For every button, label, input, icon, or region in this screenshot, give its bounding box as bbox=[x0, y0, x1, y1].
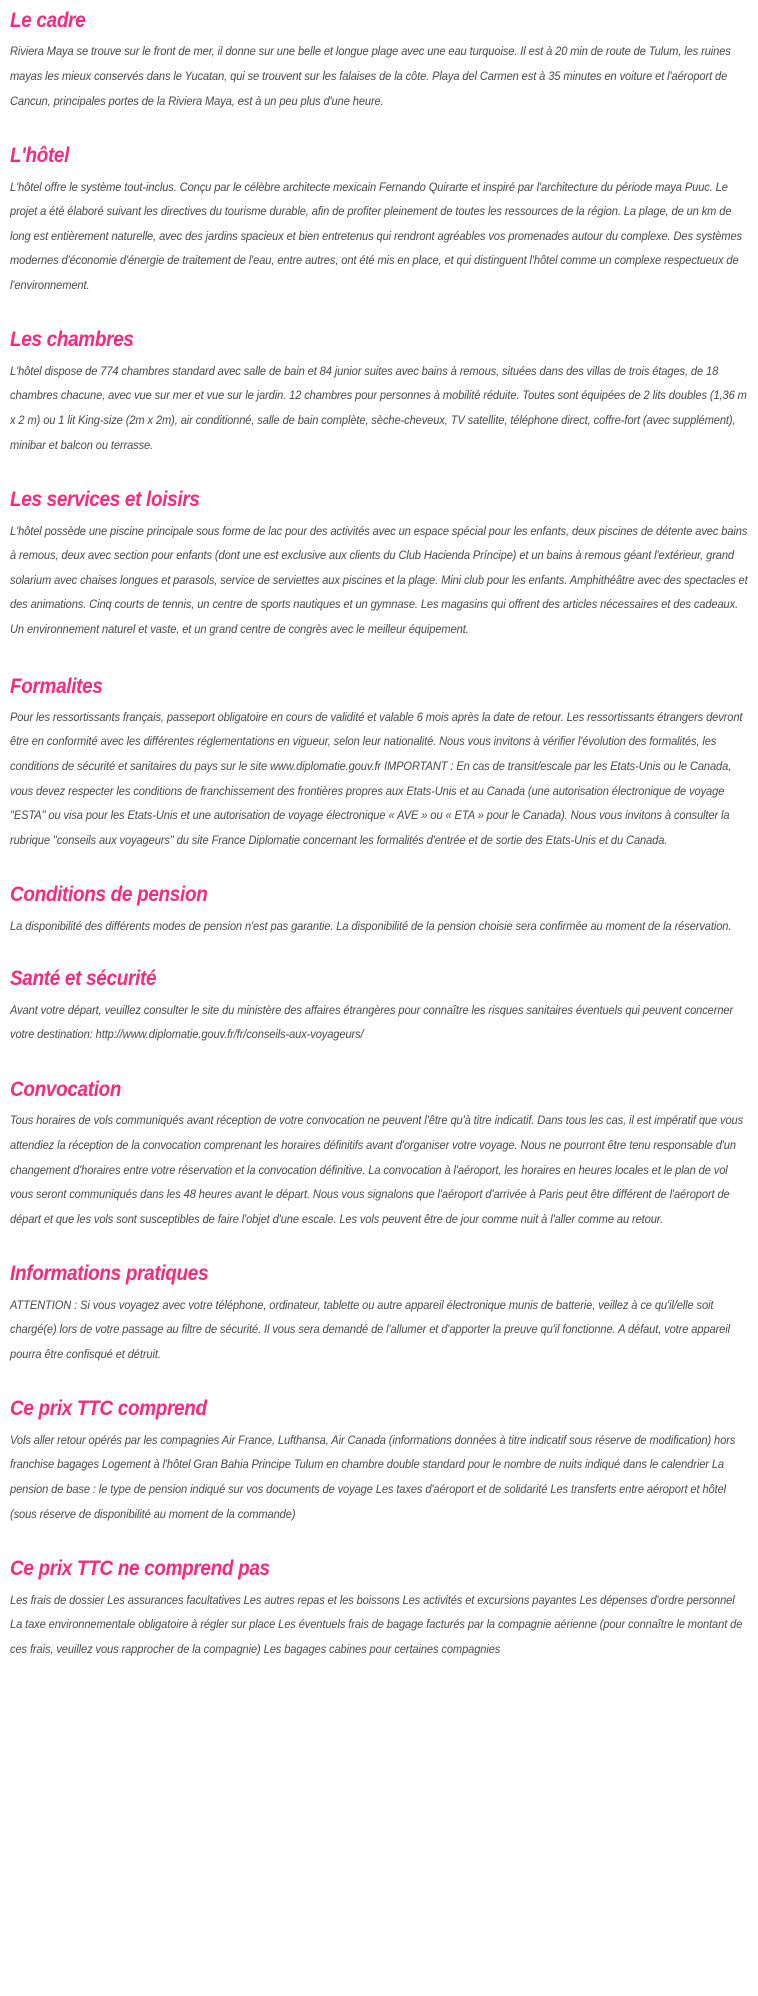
section-informations-pratiques bbox=[10, 1261, 748, 1366]
section-les-services-et-loisirs bbox=[10, 487, 748, 641]
section-conditions-de-pension bbox=[10, 882, 748, 938]
section-body-le-cadre: Riviera Maya se trouve sur le front de mer, il donne sur une belle et longue plage avec une eau turquoise. Il est à 20 min de route de Tulum, les ruines mayas les mieux conservés dans le Yucatan, qui se trouvent sur les falaises de la côte. Playa del Carmen est à 35 minutes en voiture et l'aéroport de Cancun, principales portes de la Riviera Maya, est à un peu plus d'une heure. bbox=[10, 44, 731, 108]
section-heading-informations-pratiques: Informations pratiques bbox=[10, 1261, 209, 1286]
section-body-ce-prix-ttc-ne-comprend-pas: Les frais de dossier Les assurances facultatives Les autres repas et les boissons Les activités et excursions payantes Les dépenses d'ordre personnel La taxe environnementale obligatoire à régler sur place Les éventuels frais de bagage facturés par la compagnie aérienne (pour connaître le montant de ces frais, veuillez vous rapprocher de la compagnie) Les bagages cabines pour certaines compagnies bbox=[10, 1592, 743, 1656]
section-body-sante-et-securite: Avant votre départ, veuillez consulter le site du ministère des affaires étrangères pour connaître les risques sanitaires éventuels qui peuvent concerner votre destination: http://www.diplomatie.gouv.fr/fr/conseils-aux-voyageurs/ bbox=[10, 1002, 734, 1042]
section-formalites bbox=[10, 674, 748, 853]
section-heading-les-services-et-loisirs: Les services et loisirs bbox=[10, 487, 200, 512]
section-body-formalites: Pour les ressortissants français, passeport obligatoire en cours de validité et valable 6 mois après la date de retour. Les ressortissants étrangers devront être en conformité avec les différentes réglementations en vigueur, selon leur nationalité. Nous vous invitons à vérifier l'évolution des formalités, les conditions de sécurité et sanitaires du pays sur le site www.diplomatie.gouv.fr IMPORTANT : En cas de transit/escale par les Etats-Unis ou le Canada, vous devez respecter les conditions de franchissement des frontières propres aux Etats-Unis et au Canada (une autorisation électronique de voyage "ESTA" ou visa pour les Etats-Unis et une autorisation de voyage électronique « AVE » ou « ETA » pour le Canada). Nous vous invitons à consulter la rubrique "conseils aux voyageurs" du site France Diplomatie concernant les formalités d'entrée et de sortie des Etats-Unis et du Canada. bbox=[10, 709, 743, 847]
section-body-informations-pratiques: ATTENTION : Si vous voyagez avec votre téléphone, ordinateur, tablette ou autre appareil électronique munis de batterie, veillez à ce qu'il/elle soit chargé(e) lors de votre passage au filtre de sécurité. Il vous sera demandé de l'allumer et d'apporter la preuve qu'il fonctionne. A défaut, votre appareil pourra être confisqué et détruit. bbox=[10, 1297, 730, 1361]
section-sante-et-securite bbox=[10, 966, 748, 1047]
section-ce-prix-ttc-ne-comprend-pas bbox=[10, 1556, 748, 1661]
section-le-cadre bbox=[10, 8, 748, 113]
section-heading-conditions-de-pension: Conditions de pension bbox=[10, 882, 208, 907]
section-heading-formalites: Formalites bbox=[10, 673, 103, 698]
section-heading-ce-prix-ttc-comprend: Ce prix TTC comprend bbox=[10, 1396, 207, 1421]
section-l-hotel bbox=[10, 143, 748, 297]
section-body-conditions-de-pension: La disponibilité des différents modes de pension n'est pas garantie. La disponibilité de la pension choisie sera confirmée au moment de la réservation. bbox=[10, 918, 732, 933]
section-heading-convocation: Convocation bbox=[10, 1076, 122, 1101]
section-les-chambres bbox=[10, 327, 748, 457]
section-heading-sante-et-securite: Santé et sécurité bbox=[10, 966, 157, 991]
section-body-les-chambres: L'hôtel dispose de 774 chambres standard avec salle de bain et 84 junior suites avec bains à remous, situées dans des villas de trois étages, de 18 chambres chacune, avec vue sur mer et vue sur le jardin. 12 chambres pour personnes à mobilité réduite. Toutes sont équipées de 2 lits doubles (1,36 m x 2 m) ou 1 lit King-size (2m x 2m), air conditionné, salle de bain complète, sèche-cheveux, TV satellite, téléphone direct, coffre-fort (avec supplément), minibar et balcon ou terrasse. bbox=[10, 363, 747, 452]
section-heading-le-cadre: Le cadre bbox=[10, 8, 86, 32]
section-body-ce-prix-ttc-comprend: Vols aller retour opérés par les compagnies Air France, Lufthansa, Air Canada (informations données à titre indicatif sous réserve de modification) hors franchise bagages Logement à l'hôtel Gran Bahia Principe Tulum en chambre double standard pour le nombre de nuits indiqué dans le calendrier La pension de base : le type de pension indiqué sur vos documents de voyage Les taxes d'aéroport et de solidarité Les transferts entre aéroport et hôtel (sous réserve de disponibilité au moment de la commande) bbox=[10, 1432, 736, 1521]
section-heading-ce-prix-ttc-ne-comprend-pas: Ce prix TTC ne comprend pas bbox=[10, 1556, 270, 1581]
section-body-l-hotel: L'hôtel offre le système tout-inclus. Conçu par le célèbre architecte mexicain Fernando Quirarte et inspiré par l'architecture du période maya Puuc. Le projet a été élaboré suivant les directives du tourisme durable, afin de profiter pleinement de toutes les ressources de la région. La plage, de un km de long est entièrement naturelle, avec des jardins spacieux et bien entretenus qui rendront agréables vos promenades autour du complexe. Des systèmes modernes d'économie d'énergie de traitement de l'eau, entre autres, ont été mis en place, et qui distinguent l'hôtel comme un complexe respectueux de l'environnement. bbox=[10, 179, 742, 292]
section-ce-prix-ttc-comprend bbox=[10, 1396, 748, 1526]
section-heading-les-chambres: Les chambres bbox=[10, 327, 134, 352]
section-heading-l-hotel: L'hôtel bbox=[10, 143, 70, 168]
section-convocation bbox=[10, 1077, 748, 1231]
section-body-convocation: Tous horaires de vols communiqués avant réception de votre convocation ne peuvent l'être qu'à titre indicatif. Dans tous les cas, il est impératif que vous attendiez la réception de la convocation comprenant les horaires définitifs avant d'organiser votre voyage. Nous ne pourront être tenu responsable d'un changement d'horaires entre votre réservation et la convocation définitive. La convocation à l'aéroport, les horaires en heures locales et le plan de vol vous seront communiqués dans les 48 heures avant le départ. Nous vous signalons que l'aéroport d'arrivée à Paris peut être différent de l'aéroport de départ et que les vols sont susceptibles de faire l'objet d'une escale. Les vols peuvent être de jour comme nuit à l'aller comme au retour. bbox=[10, 1113, 744, 1226]
section-body-les-services-et-loisirs: L'hôtel possède une piscine principale sous forme de lac pour des activités avec un espace spécial pour les enfants, deux piscines de détente avec bains à remous, deux avec section pour enfants (dont une est exclusive aux clients du Club Hacienda Príncipe) et un bains à remous géant l'extérieur, grand solarium avec chaises longues et parasols, service de serviettes aux piscines et la plage. Mini club pour les enfants. Amphithéâtre avec des spectacles et des animations. Cinq courts de tennis, un centre de sports nautiques et un gymnase. Les magasins qui offrent des articles nécessaires et des cadeaux. Un environnement naturel et vaste, et un grand centre de congrès avec le meilleur équipement. bbox=[10, 523, 748, 636]
